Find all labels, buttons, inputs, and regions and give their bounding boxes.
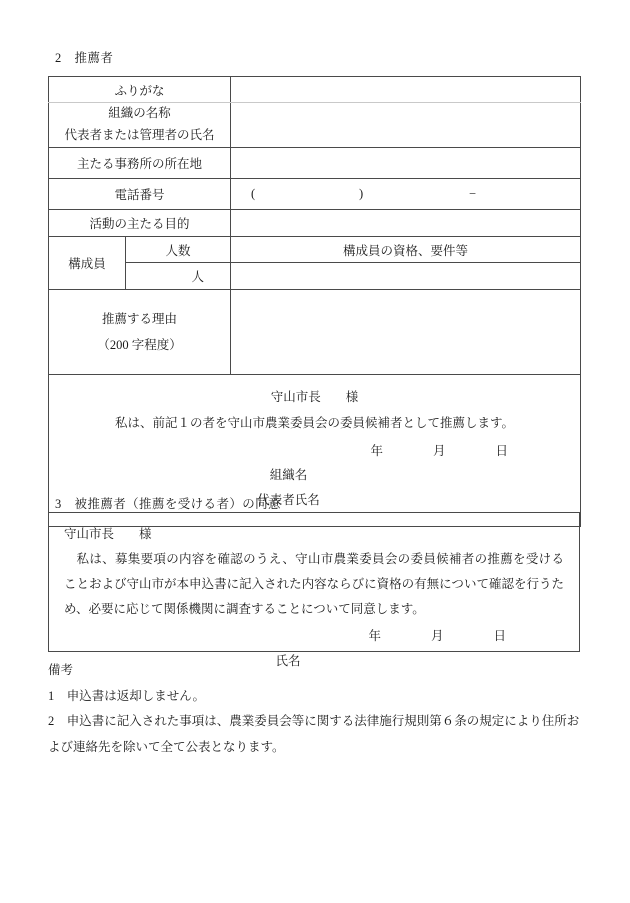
furigana-label: ふりがな [49, 77, 231, 103]
recommender-table [48, 76, 581, 527]
phone-open-paren: ( [251, 186, 256, 201]
consent-body: 私は、募集要項の内容を確認のうえ、守山市農業委員会の委員候補者の推薦を受けることおよび守山市が本申込書に記入された内容ならびに資格の有無について確認を行うため、必要に応じて関係機関に調査することについて同意します。 [64, 552, 564, 616]
representative-name-label: 代表者または管理者の氏名 [64, 128, 215, 142]
consent-name-field[interactable]: 氏名 [275, 654, 301, 668]
remarks-item-2: 2 申込書に記入された事項は、農業委員会等に関する法律施行規則第６条の規定により住所および連絡先を除いて全て公表となります。 [48, 714, 580, 754]
consent-addressee: 守山市長 様 [64, 527, 152, 541]
table-row-furigana [49, 77, 581, 103]
consent-box [48, 512, 580, 668]
member-count-label: 人数 [126, 237, 231, 263]
phone-dash: − [469, 186, 477, 201]
reason-label-line1: 推薦する理由 [102, 311, 178, 326]
declaration-dateline[interactable]: 年 月 日 [370, 443, 509, 458]
consent-dateline[interactable]: 年 月 日 [368, 629, 506, 643]
phone-close-paren: ) [359, 186, 364, 201]
table-row-org-name [49, 103, 581, 148]
member-unit-label[interactable]: 人 [126, 263, 231, 290]
org-name-label: 組織の名称 [108, 106, 171, 121]
declaration-org-name-field[interactable]: 組織名 [269, 468, 308, 483]
remarks-section [48, 658, 588, 761]
members-label: 構成員 [49, 237, 126, 290]
furigana-value-cell[interactable] [231, 77, 581, 103]
declaration-statement: 私は、前記１の者を守山市農業委員会の委員候補者として推薦します。 [115, 416, 515, 431]
declaration-addressee: 守山市長 様 [270, 390, 359, 404]
table-row-phone [49, 179, 581, 210]
consent-block [49, 513, 579, 674]
table-row-office-address [49, 148, 581, 179]
office-address-label: 主たる事務所の所在地 [49, 148, 231, 179]
org-and-representative-label [49, 103, 231, 148]
phone-label: 電話番号 [49, 179, 231, 210]
remarks-item-1: 1 申込書は返却しません。 [48, 688, 206, 703]
reason-value-cell[interactable] [231, 290, 581, 375]
section-2-heading: 2 推薦者 [55, 51, 114, 65]
table-row-members-value [49, 263, 581, 290]
declaration-representative-name-field[interactable]: 代表者氏名 [257, 492, 320, 507]
section-3-heading: 3 被推薦者（推薦を受ける者）の同意 [55, 497, 281, 511]
remarks-title: 備考 [48, 663, 74, 677]
member-qualification-label: 構成員の資格、要件等 [231, 237, 581, 263]
org-name-value-cell[interactable] [231, 103, 581, 148]
phone-value-cell[interactable] [231, 179, 581, 210]
reason-label [49, 290, 231, 375]
reason-label-line2: （200 字程度） [97, 338, 182, 352]
purpose-value-cell[interactable] [231, 210, 581, 237]
table-row-members-header [49, 237, 581, 263]
purpose-label: 活動の主たる目的 [49, 210, 231, 237]
member-qualification-value-cell[interactable] [231, 263, 581, 290]
table-row-purpose [49, 210, 581, 237]
table-row-reason [49, 290, 581, 375]
office-address-value-cell[interactable] [231, 148, 581, 179]
